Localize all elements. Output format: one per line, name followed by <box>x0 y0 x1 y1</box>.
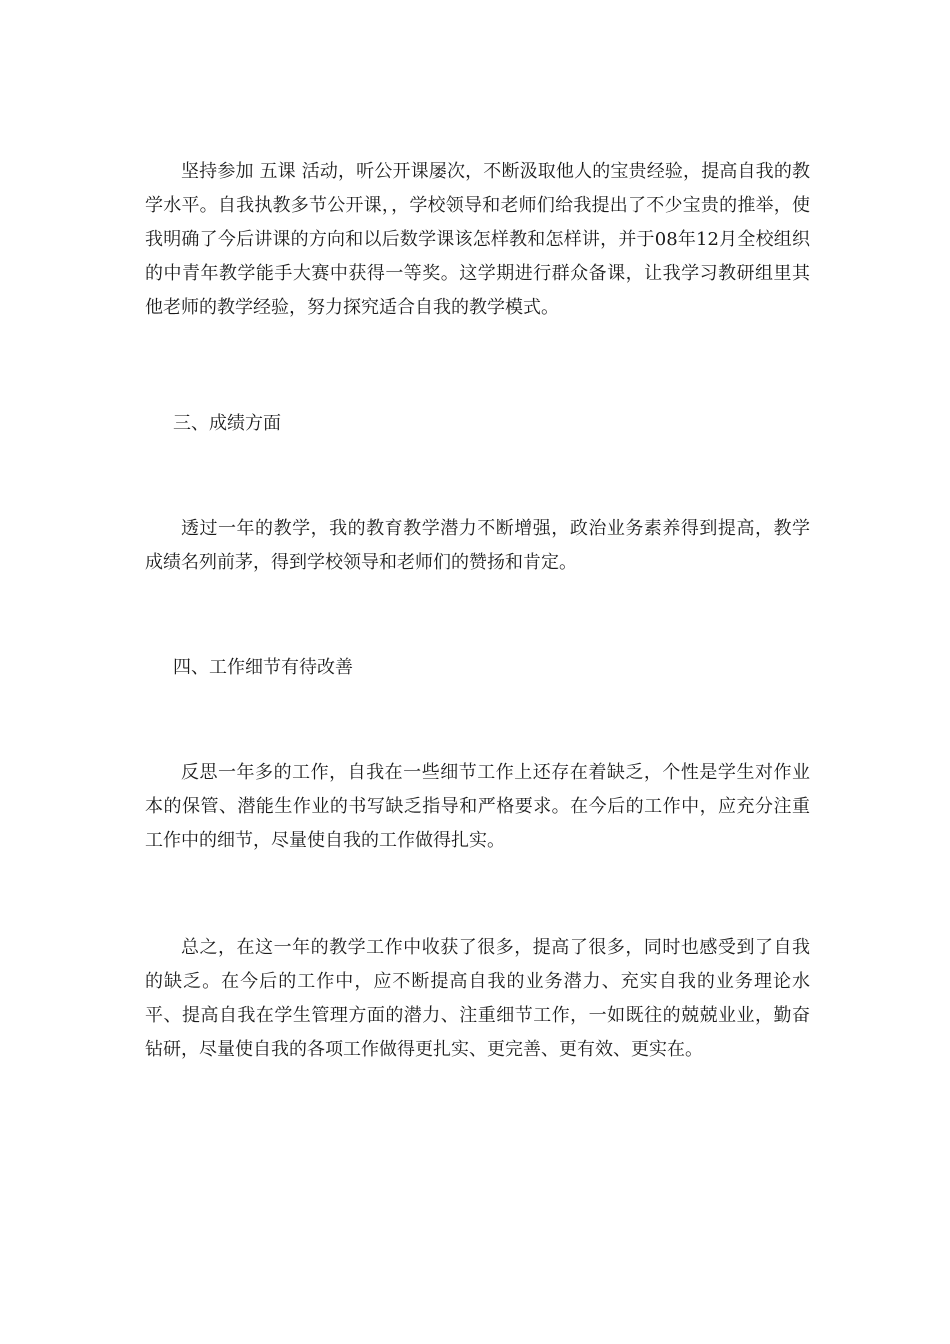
paragraph-improvements: 反思一年多的工作，自我在一些细节工作上还存在着缺乏，个性是学生对作业本的保管、潜能生作业的书写缺乏指导和严格要求。在今后的工作中，应充分注重工作中的细节，尽量使自我的工作做得扎实。 <box>145 762 810 851</box>
paragraph-activities: 坚持参加 五课 活动，听公开课屡次，不断汲取他人的宝贵经验，提高自我的教学水平。自我执教多节公开课，，学校领导和老师们给我提出了不少宝贵的推举，使我明确了今后讲课的方向和以后数学课该怎样教和怎样讲，并于08年12月全校组织的中青年教学能手大赛中获得一等奖。这学期进行群众备课，让我学习教研组里其他老师的教学经验，努力探究适合自我的教学模式。 <box>145 161 810 318</box>
paragraph-achievements: 透过一年的教学，我的教育教学潜力不断增强，政治业务素养得到提高，教学成绩名列前茅，得到学校领导和老师们的赞扬和肯定。 <box>145 518 810 573</box>
paragraph-conclusion: 总之，在这一年的教学工作中收获了很多，提高了很多，同时也感受到了自我的缺乏。在今后的工作中，应不断提高自我的业务潜力、充实自我的业务理论水平、提高自我在学生管理方面的潜力、注重细节工作，一如既往的兢兢业业，勤奋钻研，尽量使自我的各项工作做得更扎实、更完善、更有效、更实在。 <box>145 937 810 1060</box>
section-heading-improvements: 四、工作细节有待改善 <box>173 657 353 678</box>
section-heading-achievements: 三、成绩方面 <box>173 413 281 434</box>
